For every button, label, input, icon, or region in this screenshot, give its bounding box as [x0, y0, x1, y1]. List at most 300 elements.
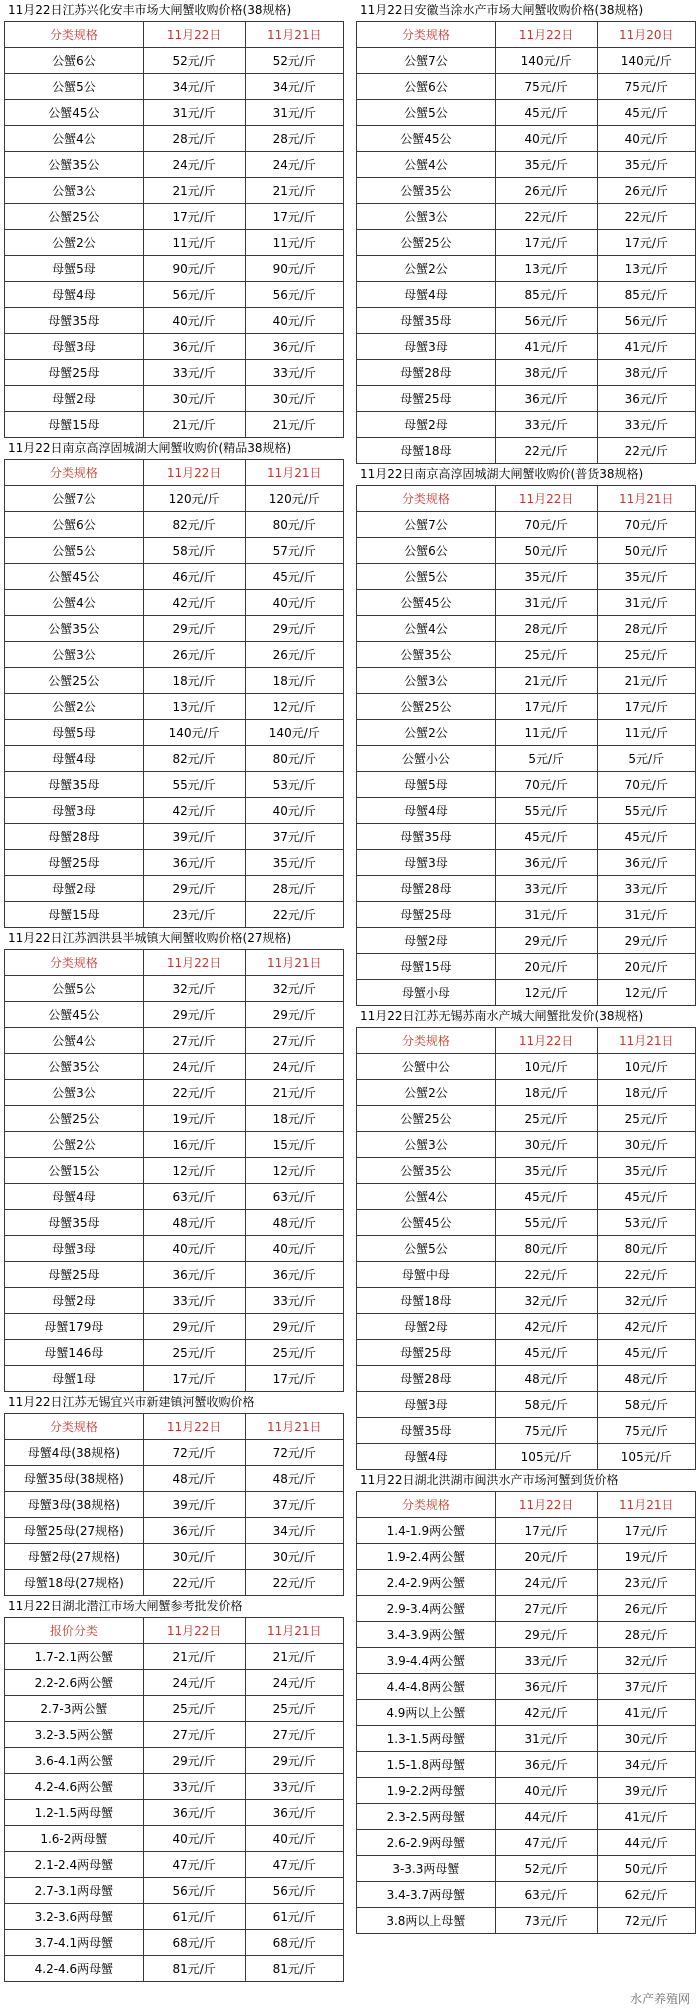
table-row	[357, 564, 696, 590]
price-cell: 45元/斤	[597, 1340, 695, 1366]
price-cell: 29元/斤	[597, 928, 695, 954]
price-cell: 27元/斤	[143, 1722, 245, 1748]
spec-cell: 公蟹2公	[357, 256, 496, 282]
price-cell: 11元/斤	[597, 720, 695, 746]
price-cell: 44元/斤	[495, 1804, 597, 1830]
table-row	[357, 850, 696, 876]
price-cell: 26元/斤	[143, 642, 245, 668]
price-cell: 28元/斤	[245, 876, 343, 902]
spec-cell: 母蟹中母	[357, 1262, 496, 1288]
table-row	[5, 694, 344, 720]
spec-cell: 母蟹4母	[357, 798, 496, 824]
table-row	[357, 720, 696, 746]
table-row	[5, 564, 344, 590]
table-row	[5, 1440, 344, 1466]
price-cell: 52元/斤	[495, 1856, 597, 1882]
price-cell: 12元/斤	[495, 980, 597, 1006]
spec-cell: 母蟹2母(27规格)	[5, 1544, 144, 1570]
price-cell: 39元/斤	[143, 1492, 245, 1518]
column-header: 11月22日	[495, 22, 597, 48]
table-row	[357, 824, 696, 850]
table-row	[5, 1904, 344, 1930]
price-cell: 17元/斤	[143, 1366, 245, 1392]
spec-cell: 公蟹5公	[357, 100, 496, 126]
price-cell: 31元/斤	[245, 100, 343, 126]
spec-cell: 公蟹35公	[357, 178, 496, 204]
price-cell: 55元/斤	[597, 798, 695, 824]
spec-cell: 1.2-1.5两母蟹	[5, 1800, 144, 1826]
table-row	[5, 1930, 344, 1956]
price-cell: 56元/斤	[143, 282, 245, 308]
price-cell: 29元/斤	[143, 876, 245, 902]
table-row	[357, 74, 696, 100]
table-row	[5, 308, 344, 334]
column-header: 11月21日	[245, 1414, 343, 1440]
price-cell: 33元/斤	[495, 876, 597, 902]
spec-cell: 1.3-1.5两母蟹	[357, 1726, 496, 1752]
price-cell: 55元/斤	[495, 798, 597, 824]
price-cell: 22元/斤	[495, 204, 597, 230]
spec-cell: 母蟹25母	[357, 386, 496, 412]
price-cell: 19元/斤	[597, 1544, 695, 1570]
spec-cell: 2.3-2.5两母蟹	[357, 1804, 496, 1830]
price-cell: 21元/斤	[245, 178, 343, 204]
spec-cell: 公蟹25公	[5, 668, 144, 694]
left-column	[4, 0, 344, 1982]
spec-cell: 母蟹2母	[357, 412, 496, 438]
price-cell: 33元/斤	[245, 1774, 343, 1800]
price-cell: 40元/斤	[495, 126, 597, 152]
table-row	[357, 386, 696, 412]
price-cell: 34元/斤	[597, 1752, 695, 1778]
spec-cell: 公蟹35公	[357, 642, 496, 668]
spec-cell: 3-3.3两母蟹	[357, 1856, 496, 1882]
spec-cell: 1.4-1.9两公蟹	[357, 1518, 496, 1544]
spec-cell: 母蟹4母	[5, 282, 144, 308]
price-cell: 72元/斤	[597, 1908, 695, 1934]
price-cell: 29元/斤	[245, 1314, 343, 1340]
table-row	[5, 204, 344, 230]
price-cell: 68元/斤	[143, 1930, 245, 1956]
spec-cell: 公蟹4公	[357, 1184, 496, 1210]
price-cell: 46元/斤	[143, 564, 245, 590]
spec-cell: 母蟹35母	[357, 824, 496, 850]
price-cell: 47元/斤	[245, 1852, 343, 1878]
table-row	[357, 1340, 696, 1366]
table-row	[357, 1752, 696, 1778]
spec-cell: 4.9两以上公蟹	[357, 1700, 496, 1726]
price-cell: 12元/斤	[143, 1158, 245, 1184]
price-cell: 29元/斤	[245, 1748, 343, 1774]
table-title: 11月22日江苏无锡苏南水产城大闸蟹批发价(38规格)	[360, 1009, 644, 1023]
price-cell: 29元/斤	[143, 1748, 245, 1774]
price-cell: 63元/斤	[245, 1184, 343, 1210]
price-cell: 29元/斤	[495, 928, 597, 954]
price-cell: 57元/斤	[245, 538, 343, 564]
price-cell: 80元/斤	[597, 1236, 695, 1262]
price-cell: 36元/斤	[597, 850, 695, 876]
price-cell: 45元/斤	[495, 1184, 597, 1210]
column-header: 11月21日	[245, 1618, 343, 1644]
spec-cell: 3.2-3.5两公蟹	[5, 1722, 144, 1748]
price-cell: 22元/斤	[245, 902, 343, 928]
spec-cell: 公蟹7公	[357, 512, 496, 538]
price-cell: 31元/斤	[597, 902, 695, 928]
table-row	[357, 282, 696, 308]
spec-cell: 公蟹7公	[357, 48, 496, 74]
table-row	[357, 1314, 696, 1340]
spec-cell: 公蟹4公	[5, 590, 144, 616]
price-cell: 29元/斤	[143, 1314, 245, 1340]
price-cell: 80元/斤	[245, 512, 343, 538]
price-cell: 21元/斤	[143, 1644, 245, 1670]
column-header: 11月22日	[143, 1414, 245, 1440]
price-cell: 37元/斤	[245, 824, 343, 850]
price-cell: 50元/斤	[495, 538, 597, 564]
price-cell: 36元/斤	[143, 850, 245, 876]
spec-cell: 母蟹小母	[357, 980, 496, 1006]
spec-cell: 2.9-3.4两公蟹	[357, 1596, 496, 1622]
table-row	[5, 538, 344, 564]
price-cell: 45元/斤	[495, 1340, 597, 1366]
spec-cell: 3.2-3.6两母蟹	[5, 1904, 144, 1930]
price-cell: 75元/斤	[495, 1418, 597, 1444]
price-cell: 24元/斤	[245, 1054, 343, 1080]
table-row	[357, 772, 696, 798]
table-row	[5, 152, 344, 178]
spec-cell: 母蟹25母	[5, 1262, 144, 1288]
price-table	[4, 1617, 344, 1982]
spec-cell: 2.7-3.1两母蟹	[5, 1878, 144, 1904]
table-row	[5, 256, 344, 282]
price-cell: 17元/斤	[597, 1518, 695, 1544]
column-header: 分类规格	[5, 950, 144, 976]
price-cell: 24元/斤	[495, 1570, 597, 1596]
price-cell: 30元/斤	[143, 1544, 245, 1570]
price-cell: 39元/斤	[143, 824, 245, 850]
spec-cell: 母蟹15母	[357, 954, 496, 980]
price-cell: 42元/斤	[495, 1700, 597, 1726]
spec-cell: 母蟹35母	[5, 1210, 144, 1236]
price-cell: 56元/斤	[495, 308, 597, 334]
price-cell: 36元/斤	[495, 850, 597, 876]
price-cell: 17元/斤	[495, 230, 597, 256]
price-cell: 35元/斤	[597, 1158, 695, 1184]
price-cell: 21元/斤	[245, 412, 343, 438]
price-table-block	[356, 1470, 696, 1934]
table-row	[5, 1748, 344, 1774]
price-cell: 22元/斤	[597, 1262, 695, 1288]
price-cell: 62元/斤	[597, 1882, 695, 1908]
price-cell: 10元/斤	[597, 1054, 695, 1080]
table-row	[5, 126, 344, 152]
table-row	[5, 642, 344, 668]
price-cell: 20元/斤	[495, 954, 597, 980]
price-cell: 18元/斤	[495, 1080, 597, 1106]
price-cell: 140元/斤	[245, 720, 343, 746]
table-row	[5, 1670, 344, 1696]
table-row	[5, 1956, 344, 1982]
table-row	[5, 1492, 344, 1518]
spec-cell: 母蟹3母	[5, 334, 144, 360]
price-cell: 61元/斤	[245, 1904, 343, 1930]
spec-cell: 3.7-4.1两母蟹	[5, 1930, 144, 1956]
price-cell: 17元/斤	[245, 204, 343, 230]
spec-cell: 公蟹5公	[357, 564, 496, 590]
table-row	[5, 1054, 344, 1080]
price-cell: 70元/斤	[495, 772, 597, 798]
table-row	[357, 126, 696, 152]
price-cell: 30元/斤	[495, 1132, 597, 1158]
price-cell: 40元/斤	[245, 1236, 343, 1262]
price-cell: 120元/斤	[245, 486, 343, 512]
table-title: 11月22日安徽当涂水产市场大闸蟹收购价格(38规格)	[360, 3, 644, 17]
table-row	[5, 1544, 344, 1570]
price-table-block	[356, 1006, 696, 1470]
table-row	[357, 230, 696, 256]
price-cell: 19元/斤	[143, 1106, 245, 1132]
spec-cell: 母蟹35母	[357, 1418, 496, 1444]
column-header: 11月22日	[495, 1492, 597, 1518]
spec-cell: 母蟹4母	[357, 1444, 496, 1470]
spec-cell: 公蟹3公	[5, 178, 144, 204]
price-cell: 21元/斤	[143, 178, 245, 204]
spec-cell: 公蟹5公	[5, 538, 144, 564]
spec-cell: 2.2-2.6两公蟹	[5, 1670, 144, 1696]
price-cell: 72元/斤	[245, 1440, 343, 1466]
spec-cell: 3.8两以上母蟹	[357, 1908, 496, 1934]
price-cell: 37元/斤	[597, 1674, 695, 1700]
table-row	[5, 1210, 344, 1236]
spec-cell: 母蟹35母	[5, 308, 144, 334]
price-cell: 40元/斤	[143, 308, 245, 334]
price-cell: 48元/斤	[495, 1366, 597, 1392]
column-header: 分类规格	[5, 22, 144, 48]
table-row	[5, 74, 344, 100]
watermark: 水产养殖网	[629, 1992, 690, 2006]
spec-cell: 1.7-2.1两公蟹	[5, 1644, 144, 1670]
price-cell: 140元/斤	[143, 720, 245, 746]
table-row	[357, 902, 696, 928]
price-cell: 23元/斤	[597, 1570, 695, 1596]
table-row	[357, 1392, 696, 1418]
price-cell: 35元/斤	[495, 1158, 597, 1184]
price-cell: 22元/斤	[597, 438, 695, 464]
price-cell: 29元/斤	[245, 1002, 343, 1028]
price-cell: 26元/斤	[597, 1596, 695, 1622]
spec-cell: 公蟹25公	[357, 694, 496, 720]
spec-cell: 公蟹45公	[357, 1210, 496, 1236]
price-cell: 22元/斤	[245, 1570, 343, 1596]
price-cell: 40元/斤	[143, 1826, 245, 1852]
spec-cell: 2.6-2.9两母蟹	[357, 1830, 496, 1856]
table-row	[5, 668, 344, 694]
price-cell: 61元/斤	[143, 1904, 245, 1930]
spec-cell: 1.6-2两母蟹	[5, 1826, 144, 1852]
spec-cell: 公蟹25公	[5, 204, 144, 230]
price-cell: 120元/斤	[143, 486, 245, 512]
table-row	[5, 876, 344, 902]
price-cell: 58元/斤	[495, 1392, 597, 1418]
spec-cell: 母蟹3母	[5, 798, 144, 824]
price-cell: 21元/斤	[245, 1080, 343, 1106]
price-cell: 31元/斤	[143, 100, 245, 126]
price-cell: 56元/斤	[245, 282, 343, 308]
table-row	[5, 1002, 344, 1028]
price-cell: 16元/斤	[143, 1132, 245, 1158]
price-cell: 33元/斤	[597, 412, 695, 438]
table-row	[357, 178, 696, 204]
price-cell: 20元/斤	[495, 1544, 597, 1570]
table-header-row	[357, 1028, 696, 1054]
table-row	[357, 1106, 696, 1132]
table-row	[357, 1908, 696, 1934]
price-cell: 42元/斤	[143, 590, 245, 616]
spec-cell: 公蟹45公	[5, 1002, 144, 1028]
table-row	[357, 1804, 696, 1830]
price-cell: 70元/斤	[495, 512, 597, 538]
price-cell: 24元/斤	[143, 152, 245, 178]
price-cell: 40元/斤	[245, 308, 343, 334]
price-cell: 17元/斤	[495, 1518, 597, 1544]
price-cell: 82元/斤	[143, 746, 245, 772]
price-cell: 18元/斤	[245, 1106, 343, 1132]
price-cell: 58元/斤	[143, 538, 245, 564]
price-cell: 36元/斤	[245, 1800, 343, 1826]
price-cell: 13元/斤	[143, 694, 245, 720]
spec-cell: 母蟹1母	[5, 1366, 144, 1392]
table-title: 11月22日江苏兴化安丰市场大闸蟹收购价格(38规格)	[8, 3, 292, 17]
price-cell: 50元/斤	[597, 538, 695, 564]
price-table-block	[356, 464, 696, 1006]
price-cell: 35元/斤	[597, 152, 695, 178]
table-row	[357, 1596, 696, 1622]
price-cell: 21元/斤	[245, 1644, 343, 1670]
price-cell: 33元/斤	[245, 360, 343, 386]
column-header: 11月21日	[245, 22, 343, 48]
table-header-row	[5, 1414, 344, 1440]
table-row	[357, 642, 696, 668]
table-row	[357, 1288, 696, 1314]
spec-cell: 公蟹4公	[5, 1028, 144, 1054]
price-cell: 33元/斤	[143, 1774, 245, 1800]
spec-cell: 母蟹28母	[357, 1366, 496, 1392]
column-header: 11月21日	[245, 950, 343, 976]
table-header-row	[5, 22, 344, 48]
table-row	[5, 1184, 344, 1210]
table-title: 11月22日湖北洪湖市闽洪水产市场河蟹到货价格	[360, 1473, 619, 1487]
spec-cell: 公蟹2公	[357, 1080, 496, 1106]
price-table	[4, 21, 344, 438]
price-cell: 10元/斤	[495, 1054, 597, 1080]
table-row	[5, 1518, 344, 1544]
price-cell: 85元/斤	[495, 282, 597, 308]
column-header: 11月21日	[597, 1492, 695, 1518]
price-cell: 17元/斤	[495, 694, 597, 720]
table-row	[5, 282, 344, 308]
price-cell: 11元/斤	[143, 230, 245, 256]
table-row	[5, 1262, 344, 1288]
price-cell: 56元/斤	[597, 308, 695, 334]
spec-cell: 公蟹6公	[5, 48, 144, 74]
price-cell: 12元/斤	[597, 980, 695, 1006]
price-cell: 17元/斤	[245, 1366, 343, 1392]
price-cell: 24元/斤	[143, 1670, 245, 1696]
price-cell: 32元/斤	[597, 1648, 695, 1674]
price-cell: 38元/斤	[495, 360, 597, 386]
price-cell: 29元/斤	[143, 616, 245, 642]
spec-cell: 母蟹179母	[5, 1314, 144, 1340]
price-cell: 55元/斤	[143, 772, 245, 798]
price-cell: 21元/斤	[143, 412, 245, 438]
price-cell: 48元/斤	[245, 1466, 343, 1492]
spec-cell: 4.2-4.6两母蟹	[5, 1956, 144, 1982]
spec-cell: 3.4-3.9两公蟹	[357, 1622, 496, 1648]
price-cell: 41元/斤	[597, 1700, 695, 1726]
spec-cell: 公蟹6公	[357, 538, 496, 564]
spec-cell: 公蟹5公	[357, 1236, 496, 1262]
price-cell: 45元/斤	[597, 100, 695, 126]
spec-cell: 公蟹45公	[357, 126, 496, 152]
table-row	[5, 1236, 344, 1262]
spec-cell: 公蟹2公	[357, 720, 496, 746]
price-cell: 22元/斤	[143, 1080, 245, 1106]
price-cell: 41元/斤	[495, 334, 597, 360]
price-cell: 17元/斤	[143, 204, 245, 230]
price-cell: 34元/斤	[245, 1518, 343, 1544]
column-header: 11月22日	[495, 486, 597, 512]
table-row	[5, 360, 344, 386]
price-cell: 24元/斤	[143, 1054, 245, 1080]
column-header: 11月21日	[597, 1028, 695, 1054]
table-row	[5, 48, 344, 74]
table-row	[5, 512, 344, 538]
spec-cell: 公蟹2公	[5, 1132, 144, 1158]
table-header-row	[5, 950, 344, 976]
price-cell: 56元/斤	[245, 1878, 343, 1904]
spec-cell: 3.9-4.4两公蟹	[357, 1648, 496, 1674]
table-row	[5, 798, 344, 824]
table-row	[357, 1830, 696, 1856]
price-cell: 140元/斤	[495, 48, 597, 74]
spec-cell: 母蟹2母	[357, 1314, 496, 1340]
price-cell: 29元/斤	[143, 1002, 245, 1028]
price-cell: 26元/斤	[245, 642, 343, 668]
price-cell: 53元/斤	[245, 772, 343, 798]
price-cell: 30元/斤	[245, 386, 343, 412]
price-cell: 24元/斤	[245, 152, 343, 178]
table-row	[357, 1054, 696, 1080]
spec-cell: 1.9-2.4两公蟹	[357, 1544, 496, 1570]
price-cell: 48元/斤	[597, 1366, 695, 1392]
spec-cell: 母蟹3母	[357, 1392, 496, 1418]
spec-cell: 母蟹28母	[357, 360, 496, 386]
spec-cell: 母蟹4母	[357, 282, 496, 308]
table-row	[357, 1518, 696, 1544]
table-row	[5, 1132, 344, 1158]
spec-cell: 公蟹小公	[357, 746, 496, 772]
spec-cell: 公蟹35公	[5, 616, 144, 642]
spec-cell: 公蟹4公	[357, 152, 496, 178]
table-row	[5, 720, 344, 746]
spec-cell: 3.6-4.1两公蟹	[5, 1748, 144, 1774]
spec-cell: 母蟹28母	[5, 824, 144, 850]
table-row	[5, 1570, 344, 1596]
table-row	[357, 1544, 696, 1570]
spec-cell: 母蟹18母	[357, 1288, 496, 1314]
price-cell: 29元/斤	[495, 1622, 597, 1648]
price-cell: 25元/斤	[143, 1696, 245, 1722]
